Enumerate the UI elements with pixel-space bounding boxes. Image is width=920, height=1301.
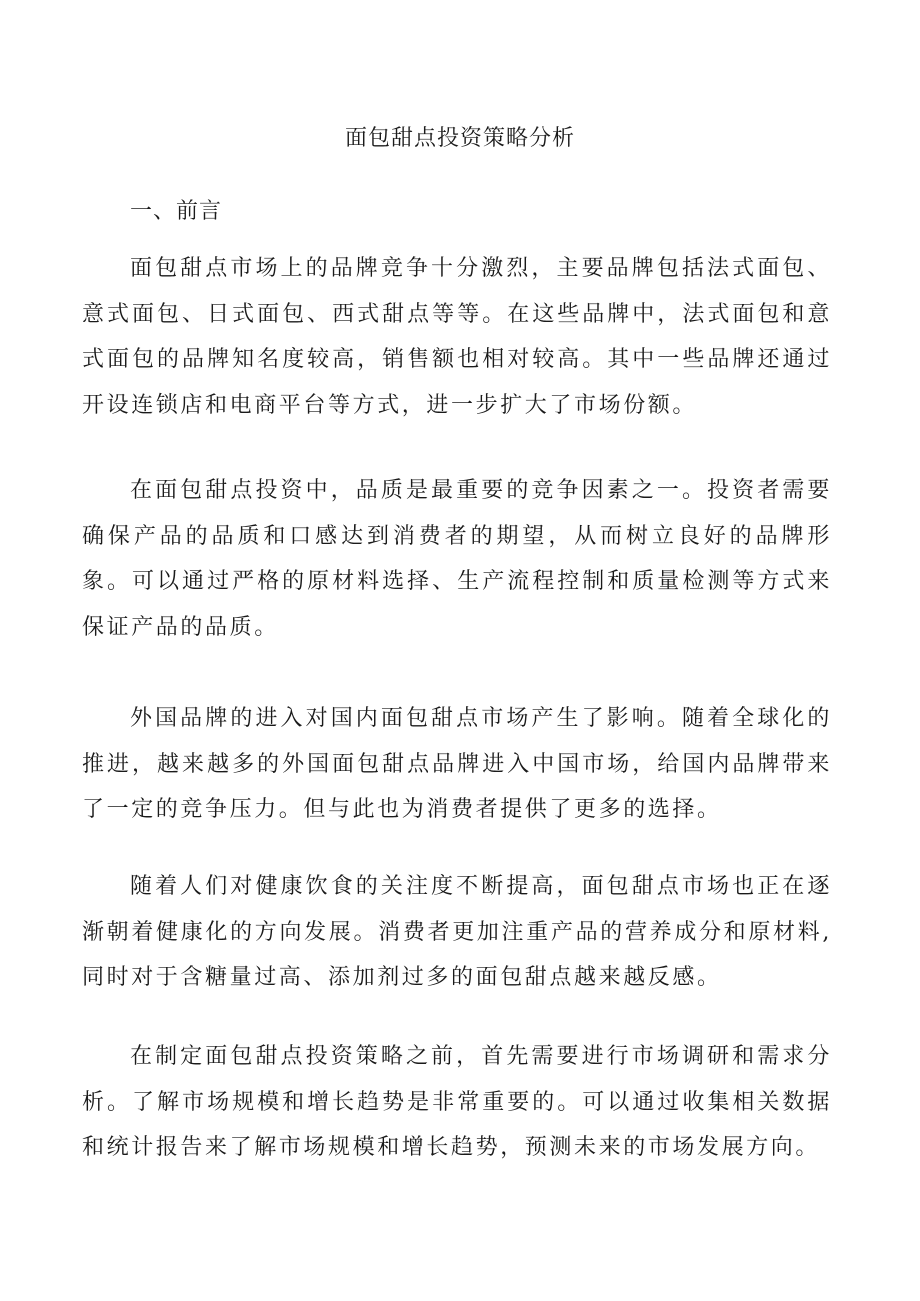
paragraph: 外国品牌的进入对国内面包甜点市场产生了影响。随着全球化的推进，越来越多的外国面包甜点品牌进入中国市场，给国内品牌带来了一定的竞争压力。但与此也为消费者提供了更多的选择。 xyxy=(82,706,832,822)
paragraph: 在面包甜点投资中，品质是最重要的竞争因素之一。投资者需要确保产品的品质和口感达到消费者的期望，从而树立良好的品牌形象。可以通过严格的原材料选择、生产流程控制和质量检测等方式来保证产品的品质。 xyxy=(82,478,832,640)
paragraph: 在制定面包甜点投资策略之前，首先需要进行市场调研和需求分析。了解市场规模和增长趋势是非常重要的。可以通过收集相关数据和统计报告来了解市场规模和增长趋势，预测未来的市场发展方向。 xyxy=(82,1044,832,1160)
section-heading: 一、前言 xyxy=(130,199,223,224)
document-title: 面包甜点投资策略分析 xyxy=(344,126,575,151)
paragraph: 面包甜点市场上的品牌竞争十分激烈，主要品牌包括法式面包、意式面包、日式面包、西式甜点等等。在这些品牌中，法式面包和意式面包的品牌知名度较高，销售额也相对较高。其中一些品牌还通过开设连锁店和电商平台等方式，进一步扩大了市场份额。 xyxy=(82,256,832,418)
paragraph: 随着人们对健康饮食的关注度不断提高，面包甜点市场也正在逐渐朝着健康化的方向发展。消费者更加注重产品的营养成分和原材料,同时对于含糖量过高、添加剂过多的面包甜点越来越反感。 xyxy=(82,874,832,990)
